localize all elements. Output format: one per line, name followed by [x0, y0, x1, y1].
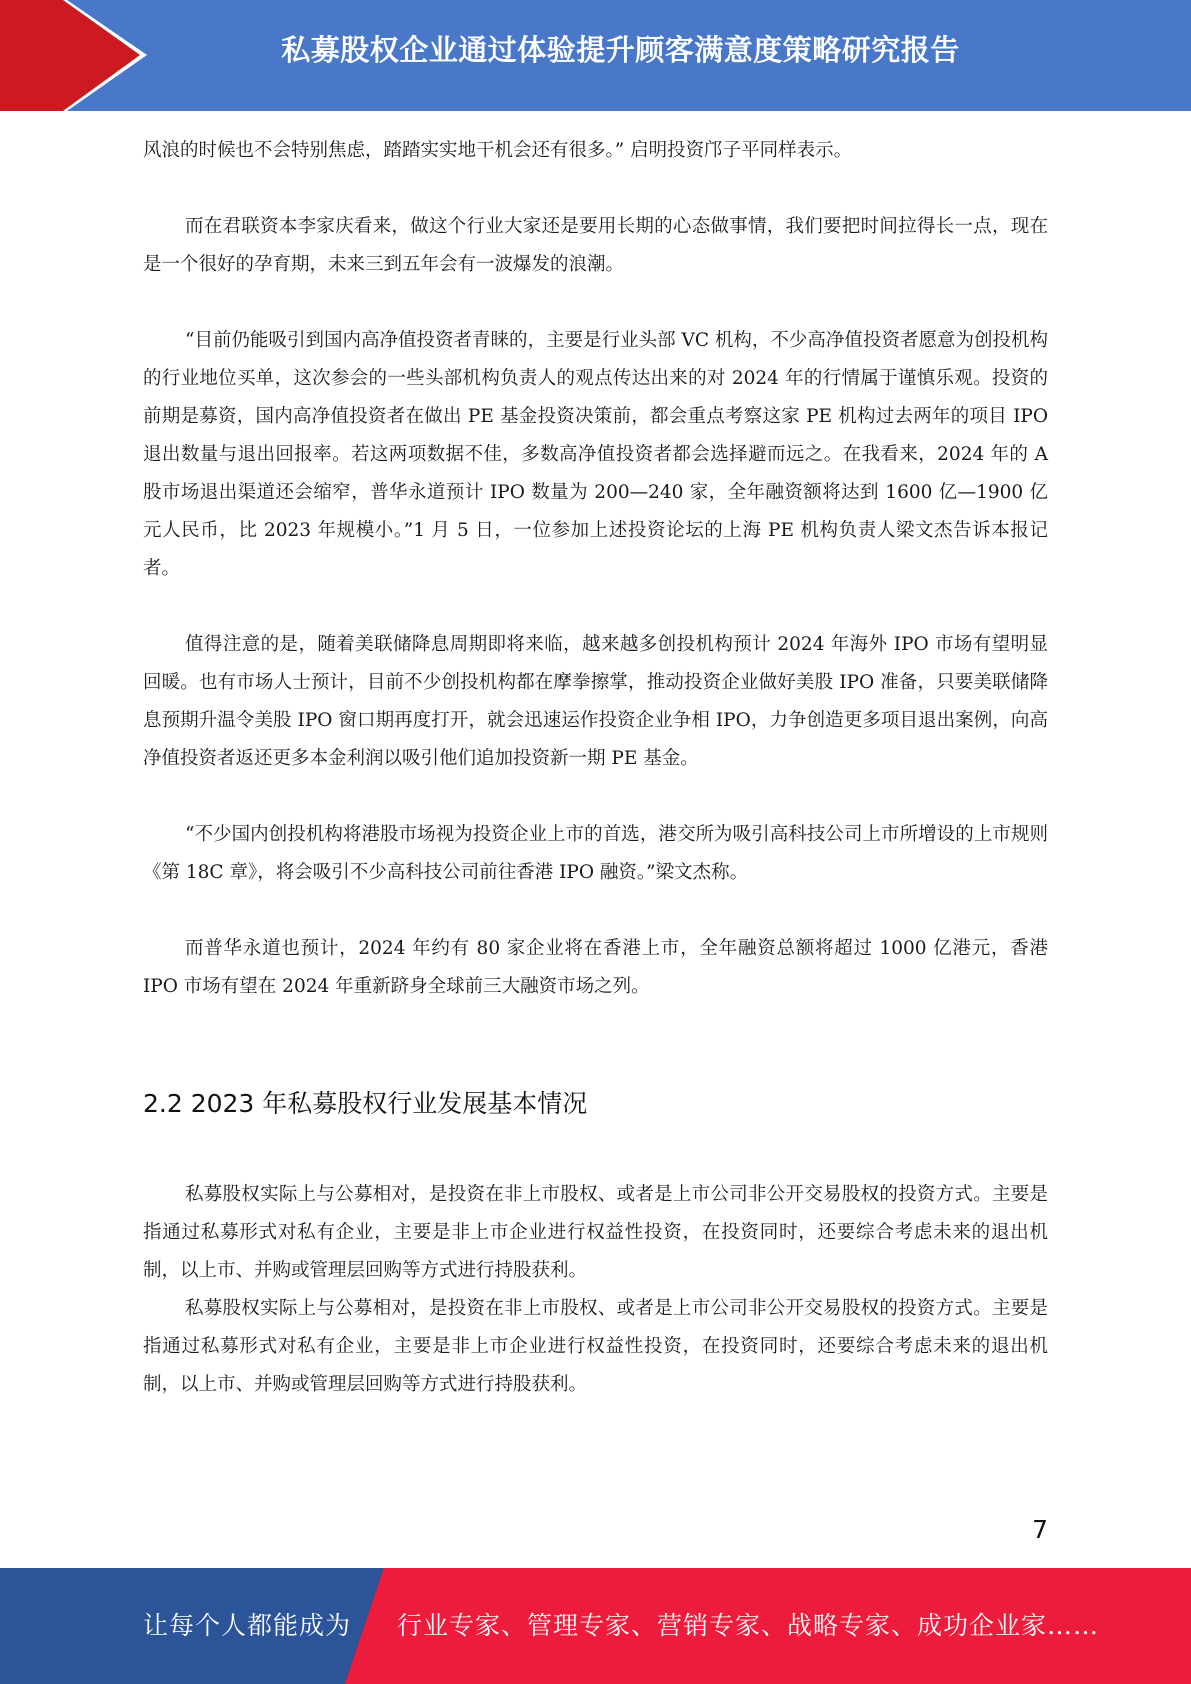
paragraph: 而在君联资本李家庆看来，做这个行业大家还是要用长期的心态做事情，我们要把时间拉得长一点，现在是一个很好的孕育期，未来三到五年会有一波爆发的浪潮。 — [143, 216, 1048, 275]
footer-slogan-right: 行业专家、管理专家、营销专家、战略专家、成功企业家…… — [397, 1611, 1100, 1640]
paragraph: 值得注意的是，随着美联储降息周期即将来临，越来越多创投机构预计 2024 年海外 IPO 市场有望明显回暖。也有市场人士预计，目前不少创投机构都在摩拳擦掌，推动投资企业做好美股 IPO 准备，只要美联储降息预期升温令美股 IPO 窗口期再度打开，就会迅速运作投资企业争相 IPO，力争创造更多项目退出案例，向高净值投资者返还更多本金利润以吸引他们追加投资新一期 PE 基金。 — [143, 634, 1048, 769]
footer-slogan-left: 让每个人都能成为 — [143, 1611, 352, 1640]
paragraph: 而普华永道也预计，2024 年约有 80 家企业将在香港上市，全年融资总额将超过 1000 亿港元，香港 IPO 市场有望在 2024 年重新跻身全球前三大融资市场之列。 — [143, 938, 1048, 997]
paragraph: “不少国内创投机构将港股市场视为投资企业上市的首选，港交所为吸引高科技公司上市所增设的上市规则《第 18C 章》，将会吸引不少高科技公司前往香港 IPO 融资。”梁文杰称。 — [143, 824, 1048, 883]
document-body — [143, 132, 1048, 1404]
document-title: 私募股权企业通过体验提升顾客满意度策略研究报告 — [281, 33, 960, 67]
section-paragraph: 私募股权实际上与公募相对，是投资在非上市股权、或者是上市公司非公开交易股权的投资方式。主要是指通过私募形式对私有企业，主要是非上市企业进行权益性投资，在投资同时，还要综合考虑未来的退出机制，以上市、并购或管理层回购等方式进行持股获利。 — [143, 1184, 1048, 1281]
paragraph: “目前仍能吸引到国内高净值投资者青睐的，主要是行业头部 VC 机构，不少高净值投资者愿意为创投机构的行业地位买单，这次参会的一些头部机构负责人的观点传达出来的对 2024 年的行情属于谨慎乐观。投资的前期是募资，国内高净值投资者在做出 PE 基金投资决策前，都会重点考察这家 PE 机构过去两年的项目 IPO 退出数量与退出回报率。若这两项数据不佳，多数高净值投资者都会选择避而远之。在我看来，2024 年的 A 股市场退出渠道还会缩窄，普华永道预计 IPO 数量为 200—240 家，全年融资额将达到 1600 亿—1900 亿元人民币，比 2023 年规模小。”1 月 5 日，一位参加上述投资论坛的上海 PE 机构负责人梁文杰告诉本报记者。 — [143, 330, 1048, 579]
page-number: 7 — [1032, 1515, 1048, 1544]
section-paragraph: 私募股权实际上与公募相对，是投资在非上市股权、或者是上市公司非公开交易股权的投资方式。主要是指通过私募形式对私有企业，主要是非上市企业进行权益性投资，在投资同时，还要综合考虑未来的退出机制，以上市、并购或管理层回购等方式进行持股获利。 — [143, 1298, 1048, 1395]
page-footer — [0, 1568, 1191, 1684]
paragraph-continued: 风浪的时候也不会特别焦虑，踏踏实实地干机会还有很多。” 启明投资邝子平同样表示。 — [143, 140, 853, 161]
section-heading: 2.2 2023 年私募股权行业发展基本情况 — [143, 1089, 588, 1118]
page-header — [0, 0, 1191, 111]
